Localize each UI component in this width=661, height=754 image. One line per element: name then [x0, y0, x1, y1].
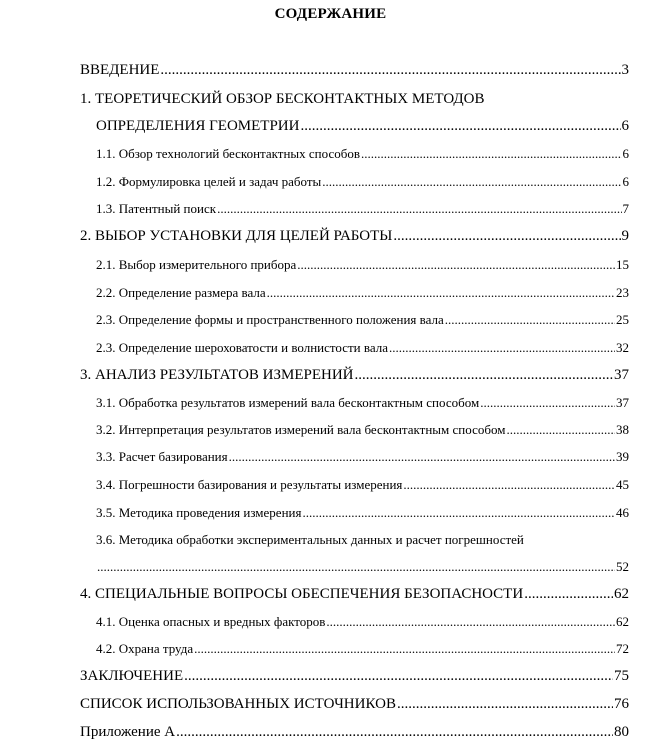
toc-leader-dots — [194, 640, 615, 658]
toc-page-number: 6 — [621, 118, 629, 134]
toc-entry-section-2-2[interactable] — [96, 284, 629, 302]
toc-entry-text: 3.1. Обработка результатов измерений вала бесконтактным способом — [96, 395, 480, 410]
toc-page-number: 80 — [614, 724, 629, 740]
toc-entry-chapter-1-cont[interactable] — [96, 117, 629, 135]
toc-entry-text: 4.2. Охрана труда — [96, 641, 194, 656]
toc-entry-section-2-4[interactable] — [96, 339, 629, 357]
toc-entry-text: ВВЕДЕНИЕ — [80, 62, 160, 78]
toc-entry-section-3-6-cont[interactable] — [96, 558, 629, 576]
toc-page-number: 15 — [616, 257, 629, 272]
toc-leader-dots — [160, 61, 620, 79]
toc-page-number: 6 — [622, 146, 629, 161]
toc-page-number: 37 — [614, 367, 629, 383]
toc-entry-text: 1. ТЕОРЕТИЧЕСКИЙ ОБЗОР БЕСКОНТАКТНЫХ МЕТОДОВ — [80, 91, 485, 107]
toc-page-number: 39 — [616, 449, 629, 464]
toc-entry-section-2-3[interactable] — [96, 311, 629, 329]
toc-leader-dots — [393, 227, 620, 245]
toc-page-number: 3 — [621, 62, 629, 78]
toc-leader-dots — [389, 339, 615, 357]
toc-page-number: 46 — [616, 505, 629, 520]
toc-page-number: 32 — [616, 340, 629, 355]
toc-entry-section-3-6[interactable] — [96, 531, 629, 549]
toc-entry-text: СПИСОК ИСПОЛЬЗОВАННЫХ ИСТОЧНИКОВ — [80, 696, 396, 712]
toc-entry-section-3-3[interactable] — [96, 448, 629, 466]
toc-leader-dots — [184, 667, 613, 685]
toc-page-number: 9 — [621, 228, 629, 244]
toc-leader-dots — [217, 200, 621, 218]
toc-leader-dots — [322, 173, 621, 191]
toc-entry-chapter-1[interactable] — [80, 90, 629, 108]
toc-entry-references[interactable] — [80, 695, 629, 713]
toc-page-number: 23 — [616, 285, 629, 300]
toc-page-number: 25 — [616, 312, 629, 327]
toc-page-number: 76 — [614, 696, 629, 712]
toc-page-number: 38 — [616, 422, 629, 437]
toc-entry-text: 4.1. Оценка опасных и вредных факторов — [96, 614, 326, 629]
toc-leader-dots — [302, 504, 615, 522]
toc-leader-dots — [326, 613, 615, 631]
toc-page-number: 75 — [614, 668, 629, 684]
toc-page-number: 72 — [616, 641, 629, 656]
toc-entry-text: 2.2. Определение размера вала — [96, 285, 266, 300]
toc-leader-dots — [506, 421, 615, 439]
toc-entry-text: ЗАКЛЮЧЕНИЕ — [80, 668, 184, 684]
toc-entry-introduction[interactable] — [80, 61, 629, 79]
toc-leader-dots — [355, 366, 613, 384]
toc-entry-text: 2.1. Выбор измерительного прибора — [96, 257, 297, 272]
toc-leader-dots — [524, 585, 613, 603]
toc-entry-text: 2. ВЫБОР УСТАНОВКИ ДЛЯ ЦЕЛЕЙ РАБОТЫ — [80, 228, 393, 244]
toc-entry-section-3-1[interactable] — [96, 394, 629, 412]
toc-entry-text: 3.5. Методика проведения измерения — [96, 505, 302, 520]
toc-entry-chapter-2[interactable] — [80, 227, 629, 245]
toc-leader-dots — [480, 394, 615, 412]
toc-entry-text: 4. СПЕЦИАЛЬНЫЕ ВОПРОСЫ ОБЕСПЕЧЕНИЯ БЕЗОПАСНОСТИ — [80, 586, 524, 602]
toc-page-number: 6 — [622, 174, 629, 189]
toc-entry-text: 2.3. Определение шероховатости и волнистости вала — [96, 340, 388, 355]
toc-entry-appendix-a[interactable] — [80, 723, 629, 741]
toc-page-number: 45 — [616, 477, 629, 492]
toc-entry-section-3-4[interactable] — [96, 476, 629, 494]
toc-entry-text: ОПРЕДЕЛЕНИЯ ГЕОМЕТРИИ — [96, 118, 300, 134]
toc-leader-dots — [397, 695, 613, 713]
toc-page-number: 62 — [614, 586, 629, 602]
toc-entry-section-4-1[interactable] — [96, 613, 629, 631]
toc-entry-section-1-1[interactable] — [96, 145, 629, 163]
toc-entry-chapter-4[interactable] — [80, 585, 629, 603]
toc-leader-dots — [300, 117, 620, 135]
toc-leader-dots — [267, 284, 615, 302]
toc-entry-section-3-2[interactable] — [96, 421, 629, 439]
toc-entry-section-2-1[interactable] — [96, 256, 629, 274]
toc-entry-section-3-5[interactable] — [96, 504, 629, 522]
toc-entry-section-1-2[interactable] — [96, 173, 629, 191]
toc-entry-text: 3.4. Погрешности базирования и результаты измерения — [96, 477, 403, 492]
toc-leader-dots — [229, 448, 615, 466]
toc-entry-text: 3. АНАЛИЗ РЕЗУЛЬТАТОВ ИЗМЕРЕНИЙ — [80, 367, 354, 383]
toc-page-number: 37 — [616, 395, 629, 410]
toc-leader-dots — [297, 256, 615, 274]
toc-entry-text: 1.3. Патентный поиск — [96, 201, 217, 216]
toc-entry-text: Приложение А — [80, 724, 176, 740]
toc-leader-dots — [176, 723, 613, 741]
toc-entry-section-4-2[interactable] — [96, 640, 629, 658]
toc-heading: СОДЕРЖАНИЕ — [274, 6, 387, 22]
toc-page-number: 52 — [616, 559, 629, 574]
toc-leader-dots — [445, 311, 615, 329]
toc-page-number: 62 — [616, 614, 629, 629]
toc-entry-text: 3.6. Методика обработки экспериментальных данных и расчет погрешностей — [96, 532, 524, 547]
toc-entry-text: 3.3. Расчет базирования — [96, 449, 228, 464]
toc-entry-section-1-3[interactable] — [96, 200, 629, 218]
toc-entry-text: 1.2. Формулировка целей и задач работы — [96, 174, 322, 189]
toc-entry-text: 3.2. Интерпретация результатов измерений вала бесконтактным способом — [96, 422, 506, 437]
toc-entry-text: 2.3. Определение формы и пространственного положения вала — [96, 312, 444, 327]
toc-leader-dots — [403, 476, 615, 494]
toc-leader-dots — [361, 145, 622, 163]
toc-entry-conclusion[interactable] — [80, 667, 629, 685]
toc-entry-chapter-3[interactable] — [80, 366, 629, 384]
toc-page-number: 7 — [622, 201, 629, 216]
toc-leader-dots — [97, 558, 615, 576]
toc-entry-text: 1.1. Обзор технологий бесконтактных способов — [96, 146, 360, 161]
